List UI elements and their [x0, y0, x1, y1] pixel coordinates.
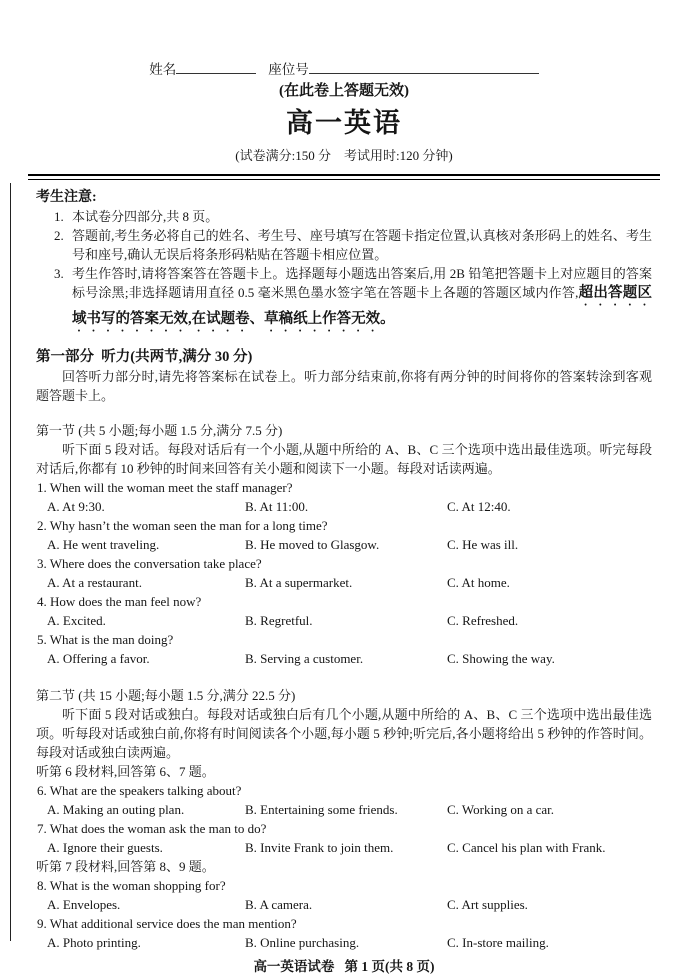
- material-line-8-9: 听第 7 段材料,回答第 8、9 题。: [36, 859, 215, 874]
- section1-heading: 第一节 (共 5 小题;每小题 1.5 分,满分 7.5 分): [36, 423, 283, 438]
- option-c: C. Art supplies.: [447, 897, 528, 912]
- question-options: [36, 611, 652, 630]
- name-blank-field: [176, 61, 256, 74]
- notice-item-text: [72, 264, 652, 335]
- question-text: 4. How does the man feel now?: [37, 594, 202, 609]
- question-text: 2. Why hasn’t the woman seen the man for a long time?: [37, 518, 328, 533]
- question-options: [36, 497, 652, 516]
- option-a: A. At a restaurant.: [47, 575, 142, 590]
- notice-list: [36, 207, 652, 335]
- option-a: A. He went traveling.: [47, 537, 160, 552]
- option-b: B. He moved to Glasgow.: [245, 537, 380, 552]
- left-binding-line: [10, 183, 11, 941]
- question-item-4: [36, 592, 652, 630]
- question-options: [36, 838, 652, 857]
- question-options: [36, 895, 652, 914]
- option-b: B. Invite Frank to join them.: [245, 840, 394, 855]
- option-b: B. A camera.: [245, 897, 313, 912]
- question-text: 5. What is the man doing?: [37, 632, 174, 647]
- option-c: C. At home.: [447, 575, 510, 590]
- notice-item-2: [54, 226, 652, 264]
- question-item-7: [36, 819, 652, 857]
- answer-invalid-notice: (在此卷上答题无效): [279, 83, 409, 99]
- option-b: B. Online purchasing.: [245, 935, 360, 950]
- section2-heading: 第二节 (共 15 小题;每小题 1.5 分,满分 22.5 分): [36, 688, 296, 703]
- notice-item-number: 3.: [54, 266, 64, 281]
- question-item-6: [36, 781, 652, 819]
- question-item-8: [36, 876, 652, 914]
- section2-instructions: 听下面 5 段对话或独白。每段对话或独白后有几个小题,从题中所给的 A、B、C 三个选项中选出最佳选项。听每段对话或独白前,你将有时间阅读各个小题,每小题 5 秒钟;听完后,各小题将给出 5 秒钟的作答时间。每段对话或独白读两遍。: [36, 707, 652, 760]
- question-item-3: [36, 554, 652, 592]
- question-text: 9. What additional service does the man mention?: [37, 916, 297, 931]
- question-item-2: [36, 516, 652, 554]
- exam-meta-line: (试卷满分:150 分 考试用时:120 分钟): [235, 148, 453, 163]
- option-c: C. Showing the way.: [447, 651, 555, 666]
- option-c: C. He was ill.: [447, 537, 519, 552]
- name-seat-line: [36, 60, 652, 79]
- notice-item-text: 答题前,考生务必将自己的姓名、考生号、座号填写在答题卡指定位置,认真核对条形码上的姓名、考生号和座号,确认无误后将条形码粘贴在答题卡相应位置。: [72, 228, 652, 262]
- notice-heading: 考生注意:: [36, 190, 97, 205]
- option-b: B. Serving a customer.: [245, 651, 364, 666]
- notice-item-1: [54, 207, 652, 226]
- option-c: C. Refreshed.: [447, 613, 519, 628]
- question-item-9: [36, 914, 652, 952]
- option-b: B. At 11:00.: [245, 499, 309, 514]
- part1-heading: 第一部分 听力(共两节,满分 30 分): [36, 349, 253, 365]
- page-footer: 高一英语试卷 第 1 页(共 8 页): [253, 959, 435, 974]
- section1-instructions: 听下面 5 段对话。每段对话后有一个小题,从题中所给的 A、B、C 三个选项中选出最佳选项。听完每段对话后,你都有 10 秒钟的时间来回答有关小题和阅读下一小题。每段对话读两遍。: [36, 442, 652, 476]
- name-label: 姓名: [149, 62, 177, 77]
- option-c: C. At 12:40.: [447, 499, 511, 514]
- seat-label: 座位号: [268, 62, 309, 77]
- question-text: 3. Where does the conversation take place?: [37, 556, 262, 571]
- option-b: B. At a supermarket.: [245, 575, 353, 590]
- notice-item-3-emphasized: 超出答题区域书写的答案无效,在试题卷、草稿纸上作答无效。: [72, 285, 652, 327]
- question-text: 1. When will the woman meet the staff manager?: [37, 480, 293, 495]
- question-options: [36, 573, 652, 592]
- option-a: A. Photo printing.: [47, 935, 141, 950]
- option-a: A. Ignore their guests.: [47, 840, 163, 855]
- exam-title: 高一英语: [286, 108, 402, 138]
- question-options: [36, 800, 652, 819]
- option-b: B. Entertaining some friends.: [245, 802, 398, 817]
- question-options: [36, 649, 652, 668]
- header-divider-rule: [28, 174, 660, 180]
- option-a: A. At 9:30.: [47, 499, 105, 514]
- notice-item-3: [54, 264, 652, 335]
- question-text: 7. What does the woman ask the man to do?: [37, 821, 267, 836]
- option-a: A. Offering a favor.: [47, 651, 150, 666]
- option-c: C. In-store mailing.: [447, 935, 549, 950]
- question-item-5: [36, 630, 652, 668]
- listening-intro-paragraph: 回答听力部分时,请先将答案标在试卷上。听力部分结束前,你将有两分钟的时间将你的答案转涂到客观题答题卡上。: [36, 369, 652, 403]
- question-text: 6. What are the speakers talking about?: [37, 783, 242, 798]
- option-a: A. Envelopes.: [47, 897, 121, 912]
- option-a: A. Excited.: [47, 613, 106, 628]
- notice-item-text: 本试卷分四部分,共 8 页。: [72, 209, 219, 224]
- question-options: [36, 535, 652, 554]
- material-line-6-7: 听第 6 段材料,回答第 6、7 题。: [36, 764, 215, 779]
- notice-item-number: 1.: [54, 209, 64, 224]
- notice-item-number: 2.: [54, 228, 64, 243]
- question-text: 8. What is the woman shopping for?: [37, 878, 226, 893]
- option-c: C. Cancel his plan with Frank.: [447, 840, 606, 855]
- option-a: A. Making an outing plan.: [47, 802, 185, 817]
- question-item-1: [36, 478, 652, 516]
- question-options: [36, 933, 652, 952]
- notice-item-3-regular: 考生作答时,请将答案答在答题卡上。选择题每小题选出答案后,用 2B 铅笔把答题卡上对应题目的答案标号涂黑;非选择题请用直径 0.5 毫米黑色墨水签字笔在答题卡上各题的答题区域内作答,: [72, 266, 652, 300]
- option-c: C. Working on a car.: [447, 802, 555, 817]
- seat-blank-field: [309, 61, 539, 74]
- option-b: B. Regretful.: [245, 613, 313, 628]
